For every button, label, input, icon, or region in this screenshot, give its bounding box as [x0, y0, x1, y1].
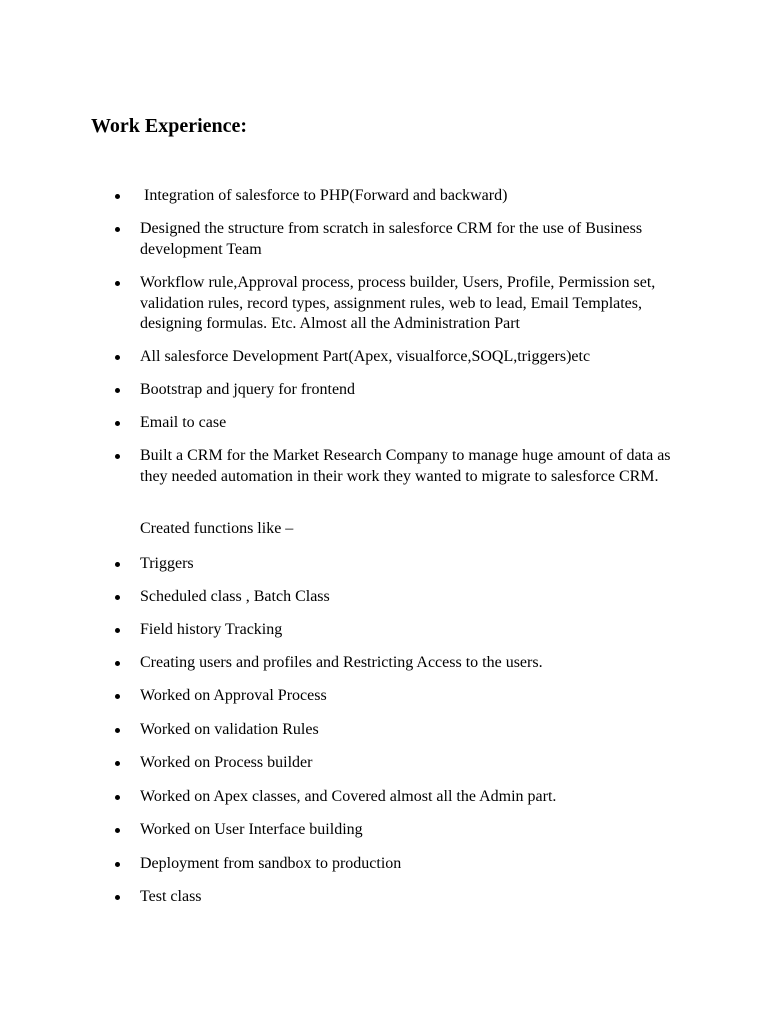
list-item — [140, 887, 680, 908]
list-item — [140, 720, 680, 741]
list-item-text: Email to case — [140, 414, 227, 431]
list-item — [140, 787, 680, 808]
list-item-text: Creating users and profiles and Restricting Access to the users. — [140, 654, 543, 671]
bullet-icon — [115, 828, 120, 833]
bullet-icon — [115, 795, 120, 800]
bullet-icon — [115, 595, 120, 600]
bullet-icon — [115, 355, 120, 360]
list-item — [140, 554, 680, 575]
list-item — [140, 587, 680, 608]
functions-subheading: Created functions like – — [140, 520, 294, 537]
list-item-text: Bootstrap and jquery for frontend — [140, 381, 356, 398]
bullet-icon — [115, 661, 120, 666]
bullet-icon — [115, 694, 120, 699]
list-item-text: Integration of salesforce to PHP(Forward and backward) — [140, 187, 508, 204]
bullet-icon — [115, 227, 120, 232]
bullet-icon — [115, 761, 120, 766]
list-item-text: Worked on Approval Process — [140, 687, 327, 704]
list-item-text: Field history Tracking — [140, 621, 283, 638]
list-item — [140, 380, 680, 401]
section-heading: Work Experience: — [91, 115, 248, 137]
list-item-text: Triggers — [140, 555, 194, 572]
list-item-text: Scheduled class , Batch Class — [140, 588, 330, 605]
list-item — [140, 753, 680, 774]
list-item-text: Worked on Process builder — [140, 754, 313, 771]
list-item-text: Built a CRM for the Market Research Company to manage huge amount of data as they needed automation in their work they wanted to migrate to salesforce CRM. — [140, 447, 671, 485]
list-item-text: Worked on Apex classes, and Covered almost all the Admin part. — [140, 788, 557, 805]
bullet-icon — [115, 421, 120, 426]
bullet-icon — [115, 628, 120, 633]
list-item — [140, 620, 680, 641]
bullet-icon — [115, 862, 120, 867]
bullet-icon — [115, 194, 120, 199]
bullet-icon — [115, 895, 120, 900]
list-item-text: Worked on User Interface building — [140, 821, 363, 838]
list-item — [140, 219, 680, 260]
bullet-icon — [115, 388, 120, 393]
bullet-icon — [115, 454, 120, 459]
list-item — [140, 413, 680, 434]
list-item-text: Deployment from sandbox to production — [140, 855, 402, 872]
list-item — [140, 686, 680, 707]
list-item-text: Test class — [140, 888, 202, 905]
list-item — [140, 820, 680, 841]
list-item-text: All salesforce Development Part(Apex, visualforce,SOQL,triggers)etc — [140, 348, 591, 365]
bullet-icon — [115, 281, 120, 286]
list-item — [140, 653, 680, 674]
list-item — [140, 446, 680, 487]
bullet-icon — [115, 728, 120, 733]
list-item-text: Worked on validation Rules — [140, 721, 319, 738]
list-item-text: Designed the structure from scratch in salesforce CRM for the use of Business development Team — [140, 220, 643, 258]
list-item — [140, 347, 680, 368]
list-item — [140, 273, 680, 335]
bullet-icon — [115, 562, 120, 567]
list-item-text: Workflow rule,Approval process, process builder, Users, Profile, Permission set, validation rules, record types, assignment rules, web to lead, Email Templates, designing formulas. Etc. Almost all the Administration Part — [140, 274, 656, 332]
list-item — [140, 186, 680, 207]
list-item — [140, 854, 680, 875]
